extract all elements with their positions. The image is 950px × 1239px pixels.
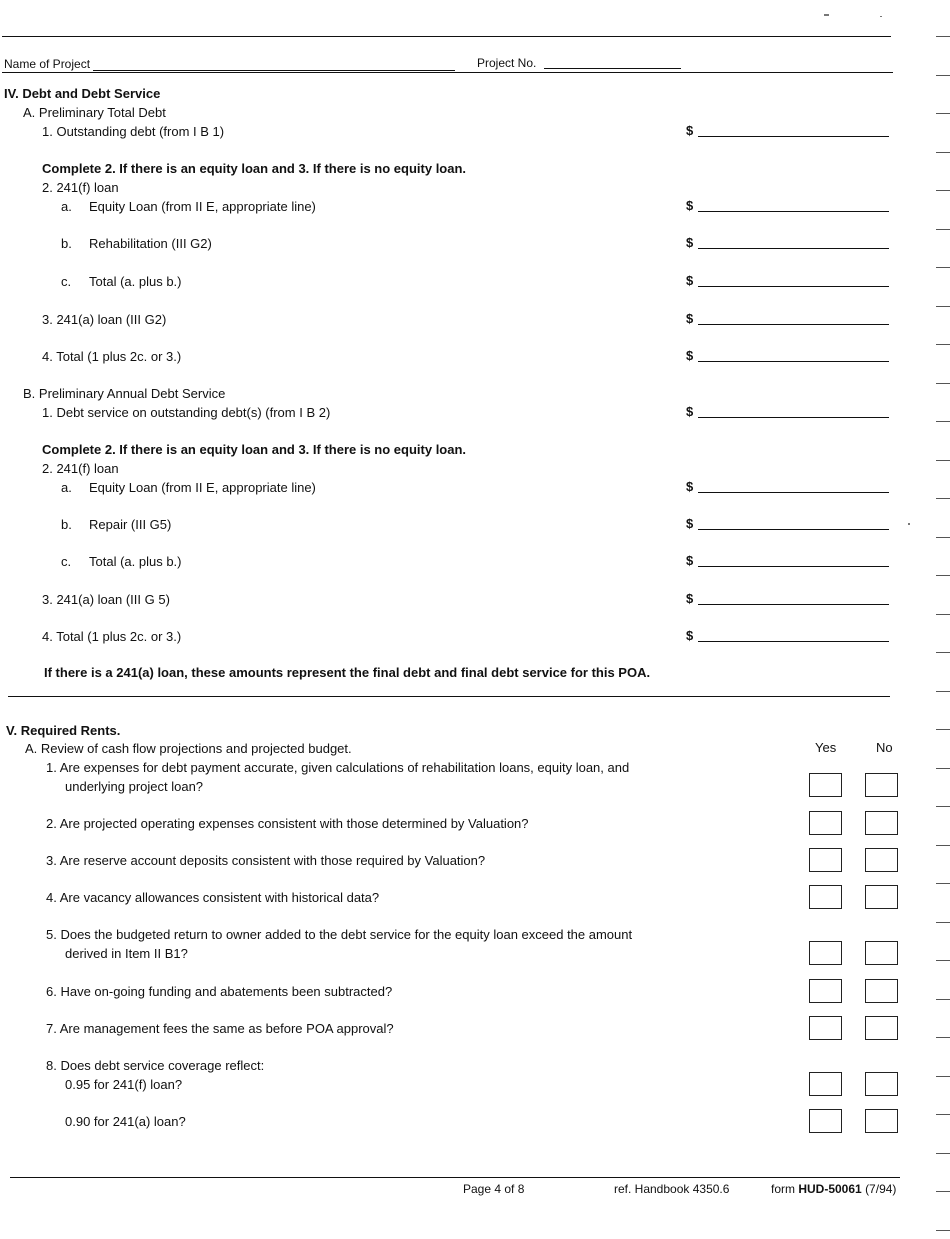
iv-a-item2c: Total (a. plus b.) xyxy=(89,274,182,289)
iv-a-item2b: Rehabilitation (III G2) xyxy=(89,236,212,251)
question-1-line1: 1. Are expenses for debt payment accurate, given calculations of rehabilitation loans, equity loan, and xyxy=(46,760,630,775)
q8a-no-checkbox[interactable] xyxy=(865,1072,898,1096)
edge-tick xyxy=(936,344,950,345)
question-1-line2: underlying project loan? xyxy=(65,779,204,794)
iv-a-item2: 2. 241(f) loan xyxy=(42,180,119,195)
dollar-sign: $ xyxy=(686,628,694,643)
q7-yes-checkbox[interactable] xyxy=(809,1016,842,1040)
question-8b: 0.90 for 241(a) loan? xyxy=(65,1114,186,1129)
iv-a-item2b-letter: b. xyxy=(61,236,72,251)
iv-b-item3-amount[interactable] xyxy=(686,591,891,607)
edge-tick xyxy=(936,421,950,422)
edge-tick xyxy=(936,652,950,653)
dollar-sign: $ xyxy=(686,311,694,326)
dollar-sign: $ xyxy=(686,123,694,138)
project-no-label: Project No. xyxy=(477,56,537,70)
project-no-field[interactable] xyxy=(544,68,681,69)
dollar-sign: $ xyxy=(686,516,694,531)
iv-b-item2b-letter: b. xyxy=(61,517,72,532)
q1-yes-checkbox[interactable] xyxy=(809,773,842,797)
iv-b-item4: 4. Total (1 plus 2c. or 3.) xyxy=(42,629,182,644)
iv-b-item2c-amount[interactable] xyxy=(686,553,891,569)
project-name-label: Name of Project xyxy=(4,57,91,71)
iv-b-item2a: Equity Loan (from II E, appropriate line) xyxy=(89,480,316,495)
edge-tick xyxy=(936,1037,950,1038)
iv-b-item2a-letter: a. xyxy=(61,480,72,495)
header-rule xyxy=(2,72,893,73)
edge-tick xyxy=(936,190,950,191)
dollar-sign: $ xyxy=(686,235,694,250)
edge-tick xyxy=(936,460,950,461)
q3-no-checkbox[interactable] xyxy=(865,848,898,872)
edge-tick xyxy=(936,1114,950,1115)
top-rule xyxy=(2,36,891,37)
q6-no-checkbox[interactable] xyxy=(865,979,898,1003)
q3-yes-checkbox[interactable] xyxy=(809,848,842,872)
question-8: 8. Does debt service coverage reflect: xyxy=(46,1058,265,1073)
q4-yes-checkbox[interactable] xyxy=(809,885,842,909)
yes-column-header: Yes xyxy=(815,740,837,755)
question-4: 4. Are vacancy allowances consistent with historical data? xyxy=(46,890,380,905)
edge-tick xyxy=(936,999,950,1000)
question-3: 3. Are reserve account deposits consistent with those required by Valuation? xyxy=(46,853,486,868)
section-iv-title: IV. Debt and Debt Service xyxy=(4,86,161,101)
scan-speck xyxy=(908,523,910,525)
form-date: (7/94) xyxy=(865,1182,897,1196)
iv-a-item2a-amount[interactable] xyxy=(686,198,891,214)
iv-b-item2c-letter: c. xyxy=(61,554,72,569)
section-iv-b-title: B. Preliminary Annual Debt Service xyxy=(23,386,226,401)
iv-a-item3-amount[interactable] xyxy=(686,311,891,327)
iv-a-item4: 4. Total (1 plus 2c. or 3.) xyxy=(42,349,182,364)
section-divider xyxy=(8,696,890,697)
edge-tick xyxy=(936,75,950,76)
edge-tick xyxy=(936,537,950,538)
footer-rule xyxy=(10,1177,900,1178)
q5-yes-checkbox[interactable] xyxy=(809,941,842,965)
question-2: 2. Are projected operating expenses consistent with those determined by Valuation? xyxy=(46,816,529,831)
scan-speck xyxy=(824,14,829,16)
iv-a-item1-amount[interactable] xyxy=(686,123,891,139)
edge-tick xyxy=(936,1191,950,1192)
edge-tick xyxy=(936,36,950,37)
no-column-header: No xyxy=(876,740,893,755)
question-7: 7. Are management fees the same as before POA approval? xyxy=(46,1021,394,1036)
iv-a-item2a-letter: a. xyxy=(61,199,72,214)
edge-tick xyxy=(936,1076,950,1077)
iv-b-item2a-amount[interactable] xyxy=(686,479,891,495)
edge-tick xyxy=(936,806,950,807)
q2-yes-checkbox[interactable] xyxy=(809,811,842,835)
edge-tick xyxy=(936,922,950,923)
dollar-sign: $ xyxy=(686,273,694,288)
question-6: 6. Have on-going funding and abatements been subtracted? xyxy=(46,984,393,999)
iv-a-item2a: Equity Loan (from II E, appropriate line) xyxy=(89,199,316,214)
iv-b-instruction: Complete 2. If there is an equity loan and 3. If there is no equity loan. xyxy=(42,442,467,457)
dollar-sign: $ xyxy=(686,348,694,363)
iv-b-item2b: Repair (III G5) xyxy=(89,517,172,532)
edge-tick xyxy=(936,960,950,961)
project-name-field[interactable] xyxy=(93,70,455,71)
q1-no-checkbox[interactable] xyxy=(865,773,898,797)
edge-tick xyxy=(936,1153,950,1154)
page-number: Page 4 of 8 xyxy=(463,1182,525,1196)
question-8a: 0.95 for 241(f) loan? xyxy=(65,1077,183,1092)
iv-b-item1: 1. Debt service on outstanding debt(s) (from I B 2) xyxy=(42,405,331,420)
iv-a-item1: 1. Outstanding debt (from I B 1) xyxy=(42,124,225,139)
question-5-line2: derived in Item II B1? xyxy=(65,946,188,961)
q7-no-checkbox[interactable] xyxy=(865,1016,898,1040)
q8a-yes-checkbox[interactable] xyxy=(809,1072,842,1096)
iv-b-item2c: Total (a. plus b.) xyxy=(89,554,182,569)
edge-tick xyxy=(936,152,950,153)
iv-b-item2: 2. 241(f) loan xyxy=(42,461,119,476)
scan-speck xyxy=(880,16,882,17)
question-5-line1: 5. Does the budgeted return to owner added to the debt service for the equity loan exceed the amount xyxy=(46,927,633,942)
form-prefix: form xyxy=(771,1182,795,1196)
iv-b-item1-amount[interactable] xyxy=(686,404,891,420)
iv-b-item3: 3. 241(a) loan (III G 5) xyxy=(42,592,170,607)
form-code: HUD-50061 xyxy=(798,1182,862,1196)
handbook-reference: ref. Handbook 4350.6 xyxy=(614,1182,730,1196)
edge-tick xyxy=(936,768,950,769)
iv-a-item4-amount[interactable] xyxy=(686,348,891,364)
edge-tick xyxy=(936,498,950,499)
q4-no-checkbox[interactable] xyxy=(865,885,898,909)
section-iv-a-title: A. Preliminary Total Debt xyxy=(23,105,166,120)
edge-tick xyxy=(936,614,950,615)
iv-a-instruction: Complete 2. If there is an equity loan and 3. If there is no equity loan. xyxy=(42,161,467,176)
section-v-a-title: A. Review of cash flow projections and projected budget. xyxy=(25,741,352,756)
edge-tick xyxy=(936,229,950,230)
edge-tick xyxy=(936,845,950,846)
edge-tick xyxy=(936,883,950,884)
form-number xyxy=(771,1182,896,1197)
section-v-title: V. Required Rents. xyxy=(6,723,121,738)
q2-no-checkbox[interactable] xyxy=(865,811,898,835)
edge-tick xyxy=(936,113,950,114)
edge-tick xyxy=(936,691,950,692)
dollar-sign: $ xyxy=(686,198,694,213)
iv-a-item2c-letter: c. xyxy=(61,274,72,289)
iv-a-item2b-amount[interactable] xyxy=(686,235,891,251)
iv-a-item3: 3. 241(a) loan (III G2) xyxy=(42,312,167,327)
iv-b-item2b-amount[interactable] xyxy=(686,516,891,532)
dollar-sign: $ xyxy=(686,553,694,568)
dollar-sign: $ xyxy=(686,591,694,606)
iv-a-item2c-amount[interactable] xyxy=(686,273,891,289)
iv-note: If there is a 241(a) loan, these amounts represent the final debt and final debt service for this POA. xyxy=(44,665,651,680)
q6-yes-checkbox[interactable] xyxy=(809,979,842,1003)
edge-tick xyxy=(936,575,950,576)
edge-tick xyxy=(936,729,950,730)
q5-no-checkbox[interactable] xyxy=(865,941,898,965)
edge-tick xyxy=(936,1230,950,1231)
edge-tick xyxy=(936,383,950,384)
dollar-sign: $ xyxy=(686,404,694,419)
q8b-yes-checkbox[interactable] xyxy=(809,1109,842,1133)
edge-tick xyxy=(936,306,950,307)
q8b-no-checkbox[interactable] xyxy=(865,1109,898,1133)
edge-tick xyxy=(936,267,950,268)
dollar-sign: $ xyxy=(686,479,694,494)
iv-b-item4-amount[interactable] xyxy=(686,628,891,644)
